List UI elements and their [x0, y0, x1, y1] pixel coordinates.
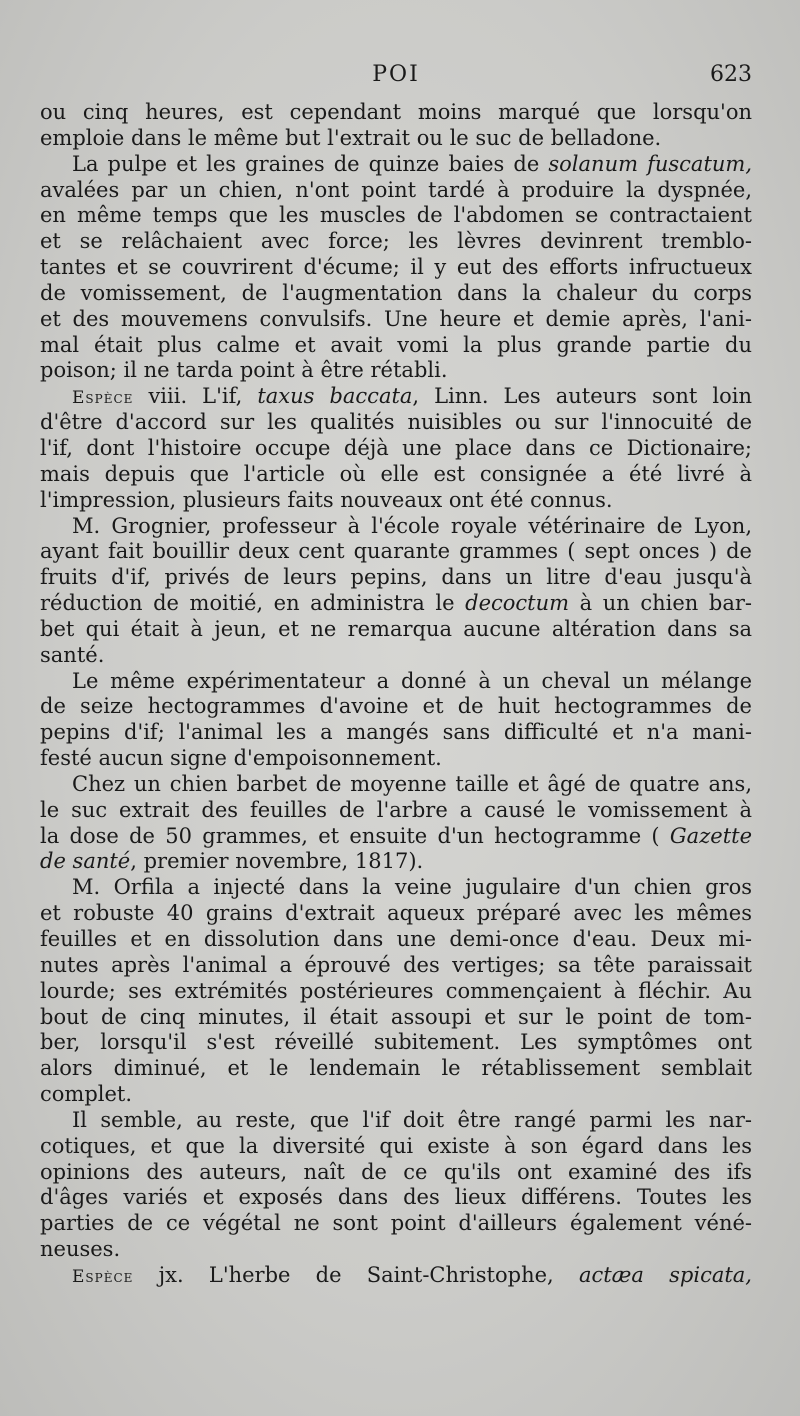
text-line: et se relâchaient avec force; les lèvres devinrent tremblo- [40, 229, 752, 254]
text-line: Espèce viii. L'if, taxus baccata, Linn. Les auteurs sont loin [72, 384, 752, 409]
text-line: bet qui était à jeun, et ne remarqua aucune altération dans sa [40, 616, 752, 641]
text-line: festé aucun signe d'empoisonnement. [40, 746, 442, 771]
italic-term: decoctum [465, 591, 570, 616]
text-line: mal était plus calme et avait vomi la plus grande partie du [40, 332, 752, 357]
text-line: Il semble, au reste, que l'if doit être rangé parmi les nar- [72, 1107, 752, 1132]
species-label: Espèce [72, 1266, 134, 1287]
text-line: et des mouvemens convulsifs. Une heure et demie après, l'ani- [40, 306, 752, 331]
text-line: de seize hectogrammes d'avoine et de huit hectogrammes de [40, 694, 752, 719]
italic-term: de santé [40, 849, 131, 874]
text-line: avalées par un chien, n'ont point tardé à produire la dyspnée, [40, 177, 752, 202]
text-line: nutes après l'animal a éprouvé des vertiges; sa tête paraissait [40, 952, 752, 977]
text-line: d'être d'accord sur les qualités nuisibles ou sur l'innocuité de [40, 410, 752, 435]
text-line: Espèce jx. L'herbe de Saint-Christophe, actæa spicata, [72, 1262, 752, 1287]
text-line: de santé, premier novembre, 1817). [40, 849, 424, 874]
text-line: l'if, dont l'histoire occupe déjà une place dans ce Dictionaire; [40, 435, 752, 460]
text-line: Le même expérimentateur a donné à un cheval un mélange [72, 668, 752, 693]
text-line: parties de ce végétal ne sont point d'ailleurs également véné- [40, 1211, 752, 1236]
text-line: de vomissement, de l'augmentation dans la chaleur du corps [40, 280, 752, 305]
text-line: ou cinq heures, est cependant moins marqué que lorsqu'on [40, 100, 752, 124]
italic-term: Gazette [669, 823, 752, 848]
text-line: et robuste 40 grains d'extrait aqueux préparé avec les mêmes [40, 901, 752, 926]
text-line: feuilles et en dissolution dans une demi-once d'eau. Deux mi- [40, 927, 752, 951]
text-line: tantes et se couvrirent d'écume; il y eut des efforts infructueux [40, 255, 752, 280]
text-line: bout de cinq minutes, il était assoupi et sur le point de tom- [40, 1004, 752, 1029]
text-line: mais depuis que l'article où elle est consignée a été livré à [40, 461, 752, 486]
text-line: la dose de 50 grammes, et ensuite d'un hectogramme ( Gazette [40, 823, 752, 848]
text-line: poison; il ne tarda point à être rétabli. [40, 358, 448, 383]
running-head: POI [372, 62, 420, 87]
text-line: ayant fait bouillir deux cent quarante grammes ( sept onces ) de [40, 539, 752, 564]
text-line: alors diminué, et le lendemain le rétablissement semblait [40, 1056, 752, 1081]
text-line: en même temps que les muscles de l'abdomen se contractaient [40, 203, 752, 228]
text-line: neuses. [40, 1237, 121, 1262]
text-line: complet. [40, 1082, 133, 1107]
text-line: pepins d'if; l'animal les a mangés sans difficulté et n'a mani- [40, 720, 752, 745]
text-line: réduction de moitié, en administra le decoctum à un chien bar- [40, 591, 752, 616]
text-line: Chez un chien barbet de moyenne taille et âgé de quatre ans, [72, 771, 752, 796]
text-line: M. Orfila a injecté dans la veine jugulaire d'un chien gros [72, 875, 752, 900]
text-line: cotiques, et que la diversité qui existe à son égard dans les [40, 1133, 752, 1158]
italic-term: actæa spicata, [578, 1262, 752, 1287]
italic-term: taxus baccata [257, 384, 413, 409]
page-number: 623 [710, 62, 752, 87]
body-text [40, 100, 752, 1289]
text-line: M. Grognier, professeur à l'école royale vétérinaire de Lyon, [72, 513, 752, 538]
text-line: ber, lorsqu'il s'est réveillé subitement. Les symptômes ont [40, 1030, 752, 1055]
species-label: Espèce [72, 388, 134, 409]
text-line: opinions des auteurs, naît de ce qu'ils ont examiné des ifs [40, 1159, 752, 1184]
text-line: l'impression, plusieurs faits nouveaux ont été connus. [40, 487, 613, 512]
text-line: La pulpe et les graines de quinze baies de solanum fuscatum, [72, 151, 753, 176]
text-line: fruits d'if, privés de leurs pepins, dans un litre d'eau jusqu'à [40, 565, 752, 590]
page-header [40, 62, 752, 92]
italic-term: solanum fuscatum, [548, 151, 753, 176]
text-line: le suc extrait des feuilles de l'arbre a causé le vomissement à [40, 797, 752, 822]
text-line: lourde; ses extrémités postérieures commençaient à fléchir. Au [40, 978, 752, 1003]
text-line: santé. [40, 642, 105, 667]
text-line: d'âges variés et exposés dans des lieux différens. Toutes les [40, 1185, 752, 1210]
text-line: emploie dans le même but l'extrait ou le suc de belladone. [40, 125, 662, 150]
